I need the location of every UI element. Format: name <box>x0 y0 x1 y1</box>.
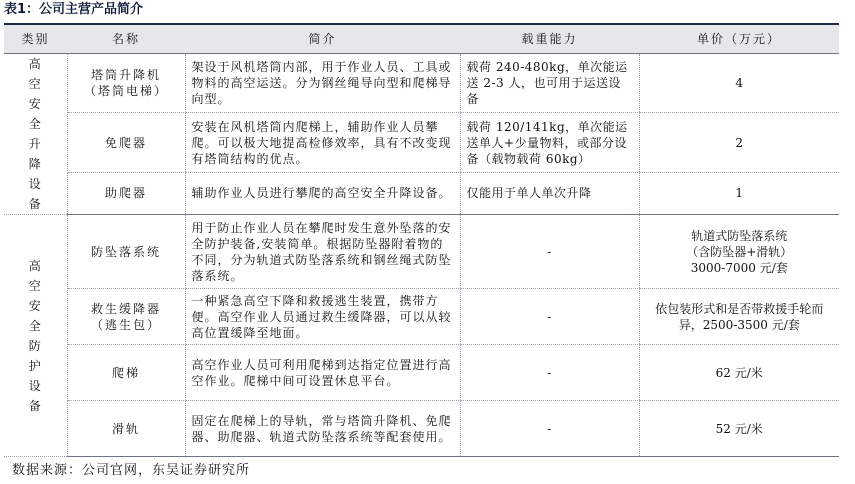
product-price: 2 <box>639 113 839 172</box>
category-cell <box>4 54 67 215</box>
product-load: - <box>460 289 639 345</box>
product-name: 塔筒升降机 （塔筒电梯） <box>67 54 185 113</box>
product-price: 52 元/米 <box>639 401 839 457</box>
product-price: 4 <box>639 54 839 113</box>
table-row <box>4 215 839 289</box>
product-desc: 辅助作业人员进行攀爬的高空安全升降设备。 <box>185 172 460 214</box>
header-price: 单价（万元） <box>639 25 839 54</box>
product-name: 免爬器 <box>67 113 185 172</box>
product-desc: 安装在风机塔筒内爬梯上，辅助作业人员攀爬。可以极大地提高检修效率，具有不改变现有塔筒结构的优点。 <box>185 113 460 172</box>
product-price: 依包装形式和是否带救援手轮而异，2500-3500 元/套 <box>639 289 839 345</box>
product-table <box>4 25 839 457</box>
product-load: 载荷 120/141kg，单次能运送单人+少量物料，或部分设备（载物载荷 60kg） <box>460 113 639 172</box>
table-row <box>4 345 839 401</box>
product-load: - <box>460 345 639 401</box>
product-price: 62 元/米 <box>639 345 839 401</box>
table-row <box>4 54 839 113</box>
product-desc: 固定在爬梯上的导轨，常与塔筒升降机、免爬器、助爬器、轨道式防坠落系统等配套使用。 <box>185 401 460 457</box>
table-row <box>4 289 839 345</box>
table-row <box>4 401 839 457</box>
product-load: 仅能用于单人单次升降 <box>460 172 639 214</box>
product-name: 爬梯 <box>67 345 185 401</box>
header-desc: 简介 <box>185 25 460 54</box>
category-label: 高空安全升降设备 <box>28 57 42 211</box>
header-row <box>4 25 839 54</box>
source-note: 数据来源：公司官网，东吴证券研究所 <box>12 463 251 478</box>
header-name: 名称 <box>67 25 185 54</box>
table-title: 表1：公司主营产品简介 <box>4 2 144 17</box>
product-price: 轨道式防坠落系统 （含防坠器+滑轨） 3000-7000 元/套 <box>639 215 839 289</box>
table-row <box>4 113 839 172</box>
product-name: 滑轨 <box>67 401 185 457</box>
product-load: - <box>460 401 639 457</box>
product-load: 载荷 240-480kg，单次能运送 2-3 人，也可用于运送设备 <box>460 54 639 113</box>
product-name: 助爬器 <box>67 172 185 214</box>
table-row <box>4 172 839 214</box>
header-load: 载重能力 <box>460 25 639 54</box>
header-category: 类别 <box>4 25 67 54</box>
product-price: 1 <box>639 172 839 214</box>
category-cell <box>4 215 67 457</box>
product-load: - <box>460 215 639 289</box>
product-desc: 高空作业人员可利用爬梯到达指定位置进行高空作业。爬梯中间可设置休息平台。 <box>185 345 460 401</box>
product-desc: 用于防止作业人员在攀爬时发生意外坠落的安全防护装备,安装简单。根据防坠器附着物的不同，分为轨道式防坠落系统和钢丝绳式防坠落系统。 <box>185 215 460 289</box>
product-desc: 架设于风机塔筒内部，用于作业人员、工具或物料的高空运送。分为钢丝绳导向型和爬梯导向型。 <box>185 54 460 113</box>
category-label: 高空安全防护设备 <box>28 258 42 413</box>
product-desc: 一种紧急高空下降和救援逃生装置，携带方便。高空作业人员通过救生缓降器，可以从较高位置缓降至地面。 <box>185 289 460 345</box>
product-name: 救生缓降器 （逃生包） <box>67 289 185 345</box>
product-name: 防坠落系统 <box>67 215 185 289</box>
